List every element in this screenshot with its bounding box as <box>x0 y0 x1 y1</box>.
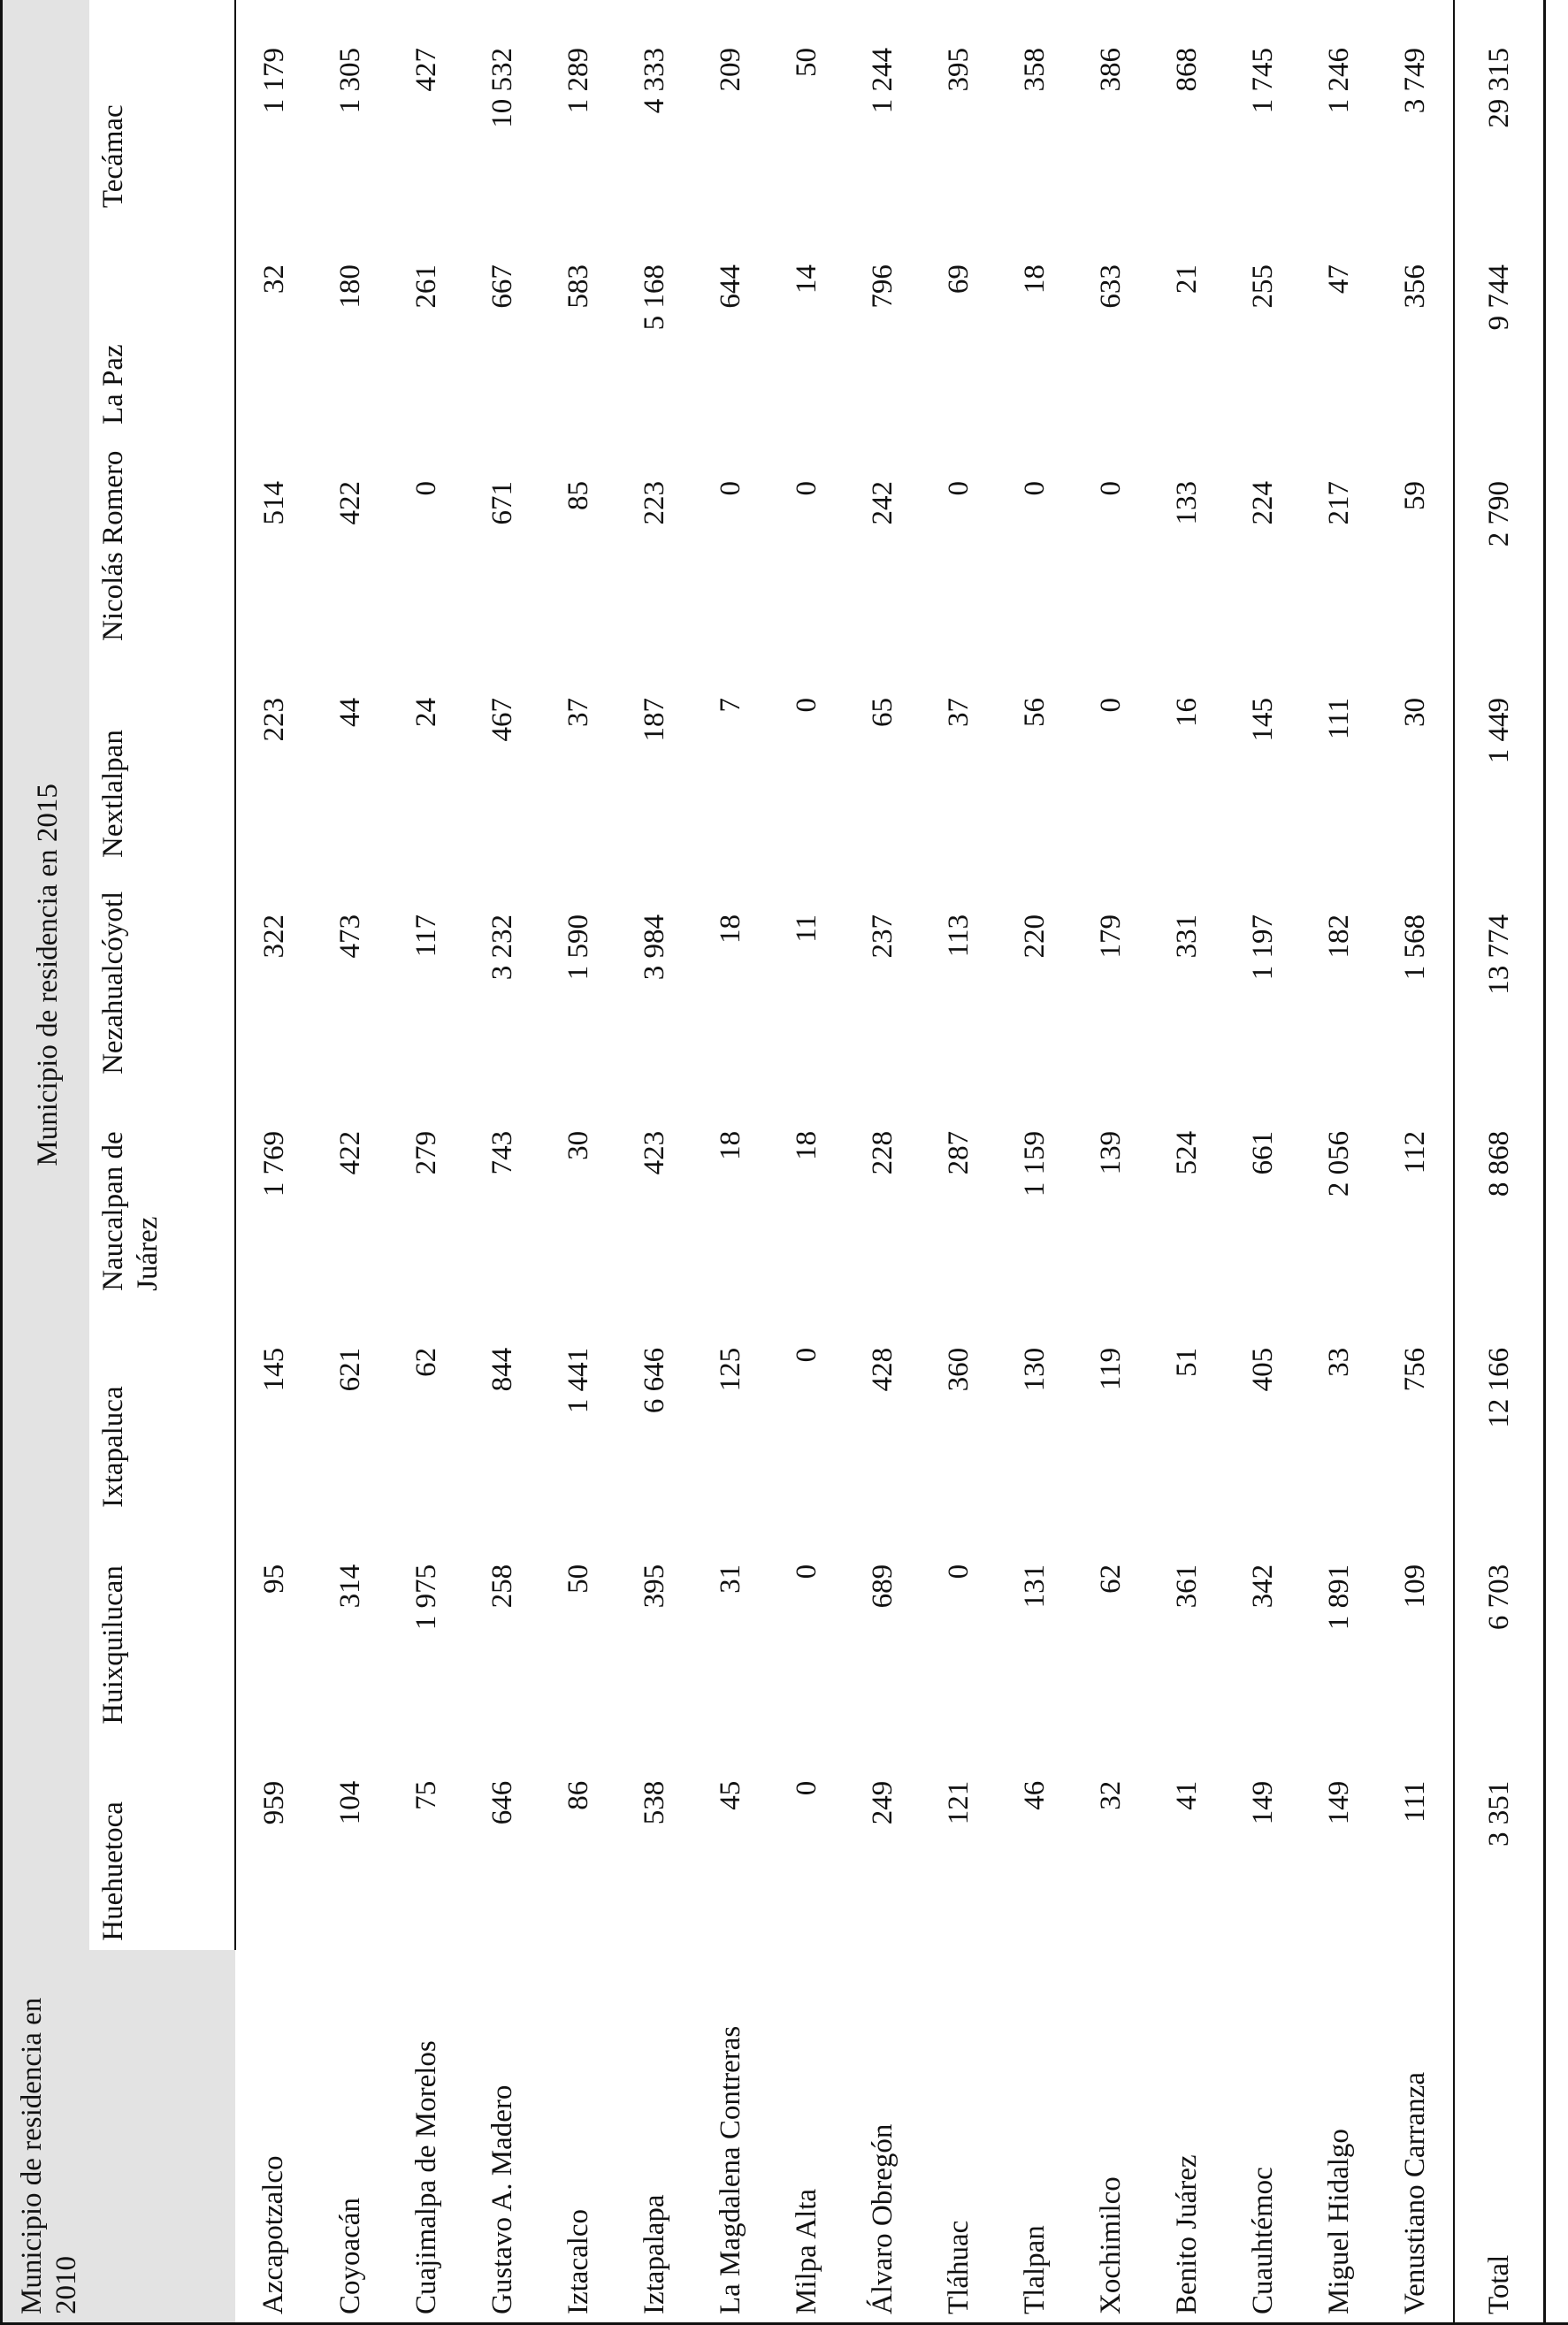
table-cell: 32 <box>257 264 290 294</box>
table-cell: 32 <box>1094 1780 1127 1810</box>
table-cell: 342 <box>1246 1564 1279 1609</box>
table-cell: 16 <box>1170 698 1203 727</box>
table-cell: 228 <box>866 1130 899 1175</box>
table-cell: 796 <box>866 264 899 309</box>
table-cell: 31 <box>714 1564 746 1594</box>
table-cell: 145 <box>257 1347 290 1392</box>
row-label: Cuauhtémoc <box>1246 2167 1279 2314</box>
table-cell: 11 <box>790 914 822 943</box>
row-label: Gustavo A. Madero <box>486 2084 518 2314</box>
table-cell: 356 <box>1398 264 1431 309</box>
table-cell: 386 <box>1094 48 1127 92</box>
table-cell: 331 <box>1170 914 1203 959</box>
table-cell: 121 <box>942 1780 975 1825</box>
table-cell: 37 <box>562 698 594 727</box>
table-cell: 261 <box>409 264 442 309</box>
row-label: Tláhuac <box>942 2220 975 2314</box>
table-cell: 427 <box>409 48 442 92</box>
table-cell: 405 <box>1246 1347 1279 1392</box>
column-header: Naucalpan de Juárez <box>89 1083 235 1300</box>
table-cell: 59 <box>1398 481 1431 511</box>
table-row <box>540 0 616 2325</box>
table-cell: 314 <box>333 1564 366 1609</box>
total-cell: 29 315 <box>1454 0 1545 217</box>
table-cell: 646 <box>486 1780 518 1825</box>
total-cell: 8 868 <box>1454 1083 1545 1300</box>
table-cell: 18 <box>714 914 746 944</box>
table-row <box>1225 0 1301 2325</box>
table-cell: 10 532 <box>486 48 518 128</box>
table-cell: 661 <box>1246 1130 1279 1175</box>
table-cell: 249 <box>866 1780 899 1825</box>
table-cell: 1 745 <box>1246 48 1279 114</box>
row-label: Álvaro Obregón <box>866 2123 899 2314</box>
row-label: Iztacalco <box>562 2208 594 2314</box>
table-cell: 1 441 <box>562 1347 594 1414</box>
table-cell: 50 <box>790 48 822 77</box>
table-cell: 0 <box>790 1347 822 1363</box>
table-cell: 255 <box>1246 264 1279 309</box>
row-header-2010: Municipio de residencia en 2010 <box>2 1950 236 2325</box>
table-cell: 1 197 <box>1246 914 1279 981</box>
table-cell: 1 590 <box>562 914 594 981</box>
column-header: La Paz <box>89 217 235 433</box>
table-cell: 514 <box>257 481 290 525</box>
table-cell: 0 <box>790 698 822 713</box>
table-cell: 113 <box>942 914 975 958</box>
table-cell: 743 <box>486 1130 518 1175</box>
table-cell: 119 <box>1094 1347 1127 1391</box>
table-cell: 223 <box>257 698 290 742</box>
table-cell: 0 <box>1018 481 1051 496</box>
column-header: Tecámac <box>89 0 235 217</box>
table-cell: 18 <box>790 1130 822 1160</box>
table-row <box>1301 0 1377 2325</box>
table-cell: 125 <box>714 1347 746 1392</box>
table-cell: 47 <box>1322 264 1355 294</box>
total-row <box>1454 0 1545 2325</box>
row-label: Miguel Hidalgo <box>1322 2129 1355 2314</box>
table-cell: 18 <box>714 1130 746 1160</box>
row-label: La Magdalena Contreras <box>714 2025 746 2314</box>
total-cell: 1 449 <box>1454 650 1545 867</box>
table-cell: 109 <box>1398 1564 1431 1609</box>
table-cell: 0 <box>1094 481 1127 496</box>
table-cell: 360 <box>942 1347 975 1392</box>
table-cell: 667 <box>486 264 518 309</box>
total-label: Total <box>1454 1950 1545 2325</box>
table-cell: 5 168 <box>638 264 670 331</box>
table-cell: 130 <box>1018 1347 1051 1392</box>
row-label: Xochimilco <box>1094 2176 1127 2314</box>
table-cell: 6 646 <box>638 1347 670 1414</box>
table-cell: 187 <box>638 698 670 742</box>
table-row <box>1377 0 1454 2325</box>
table-cell: 0 <box>790 481 822 496</box>
column-header: Nezahualcóyotl <box>89 867 235 1083</box>
table-cell: 473 <box>333 914 366 959</box>
table-cell: 395 <box>638 1564 670 1609</box>
table-cell: 182 <box>1322 914 1355 959</box>
table-cell: 671 <box>486 481 518 525</box>
table-cell: 85 <box>562 481 594 511</box>
table-cell: 62 <box>1094 1564 1127 1594</box>
table-cell: 621 <box>333 1347 366 1392</box>
table-cell: 358 <box>1018 48 1051 92</box>
table-cell: 111 <box>1398 1780 1431 1823</box>
table-cell: 4 333 <box>638 48 670 114</box>
table-cell: 37 <box>942 698 975 727</box>
table-cell: 139 <box>1094 1130 1127 1175</box>
table-cell: 30 <box>562 1130 594 1160</box>
table-cell: 756 <box>1398 1347 1431 1392</box>
table-cell: 0 <box>409 481 442 496</box>
row-label: Tlalpan <box>1018 2225 1051 2314</box>
table-row <box>921 0 997 2325</box>
table-cell: 689 <box>866 1564 899 1609</box>
table-cell: 86 <box>562 1780 594 1810</box>
table-cell: 279 <box>409 1130 442 1175</box>
table-cell: 1 305 <box>333 48 366 114</box>
table-cell: 1 244 <box>866 48 899 114</box>
table-cell: 21 <box>1170 264 1203 294</box>
table-cell: 1 289 <box>562 48 594 114</box>
table-cell: 583 <box>562 264 594 309</box>
table-cell: 131 <box>1018 1564 1051 1609</box>
table-cell: 14 <box>790 264 822 294</box>
table-cell: 51 <box>1170 1347 1203 1377</box>
table-cell: 1 568 <box>1398 914 1431 981</box>
table-cell: 2 056 <box>1322 1130 1355 1197</box>
table-cell: 44 <box>333 698 366 727</box>
table-cell: 104 <box>333 1780 366 1825</box>
table-cell: 209 <box>714 48 746 92</box>
table-cell: 46 <box>1018 1780 1051 1810</box>
table-cell: 69 <box>942 264 975 294</box>
table-cell: 224 <box>1246 481 1279 525</box>
row-label: Coyoacán <box>333 2198 366 2314</box>
table-cell: 644 <box>714 264 746 309</box>
total-cell: 2 790 <box>1454 433 1545 650</box>
table-cell: 237 <box>866 914 899 959</box>
table-cell: 1 891 <box>1322 1564 1355 1631</box>
row-label: Azcapotzalco <box>257 2155 290 2314</box>
table-cell: 3 984 <box>638 914 670 981</box>
table-cell: 0 <box>790 1564 822 1579</box>
table-cell: 117 <box>409 914 442 958</box>
table-cell: 111 <box>1322 698 1355 740</box>
table-cell: 18 <box>1018 264 1051 294</box>
row-label: Cuajimalpa de Morelos <box>409 2040 442 2314</box>
table-cell: 0 <box>942 481 975 496</box>
table-cell: 423 <box>638 1130 670 1175</box>
table-cell: 62 <box>409 1347 442 1377</box>
table-cell: 180 <box>333 264 366 309</box>
total-cell: 9 744 <box>1454 217 1545 433</box>
table-cell: 65 <box>866 698 899 727</box>
table-cell: 1 975 <box>409 1564 442 1631</box>
table-cell: 361 <box>1170 1564 1203 1609</box>
table-cell: 33 <box>1322 1347 1355 1377</box>
table-cell: 242 <box>866 481 899 525</box>
table-cell: 322 <box>257 914 290 959</box>
column-header: Ixtapaluca <box>89 1300 235 1517</box>
table-row <box>464 0 540 2325</box>
table-cell: 56 <box>1018 698 1051 727</box>
table-row <box>235 0 312 2325</box>
table-cell: 0 <box>714 481 746 496</box>
table-cell: 395 <box>942 48 975 92</box>
table-cell: 220 <box>1018 914 1051 959</box>
table-cell: 41 <box>1170 1780 1203 1810</box>
group-header-2015: Municipio de residencia en 2015 <box>2 0 90 1950</box>
table-cell: 30 <box>1398 698 1431 727</box>
total-cell: 3 351 <box>1454 1733 1545 1950</box>
table-cell: 145 <box>1246 698 1279 742</box>
total-cell: 12 166 <box>1454 1300 1545 1517</box>
table-cell: 149 <box>1322 1780 1355 1825</box>
table-row <box>1149 0 1225 2325</box>
table-cell: 633 <box>1094 264 1127 309</box>
table-row <box>692 0 769 2325</box>
table-cell: 75 <box>409 1780 442 1810</box>
table-cell: 0 <box>1094 698 1127 713</box>
table-cell: 524 <box>1170 1130 1203 1175</box>
table-row <box>769 0 845 2325</box>
row-label: Benito Juárez <box>1170 2154 1203 2314</box>
table-cell: 422 <box>333 481 366 525</box>
table-cell: 868 <box>1170 48 1203 92</box>
table-cell: 467 <box>486 698 518 742</box>
table-cell: 3 749 <box>1398 48 1431 114</box>
table-cell: 0 <box>790 1780 822 1796</box>
table-cell: 0 <box>942 1564 975 1579</box>
table-cell: 844 <box>486 1347 518 1392</box>
table-cell: 7 <box>714 698 746 713</box>
table-body <box>235 0 1454 2325</box>
total-cell: 13 774 <box>1454 867 1545 1083</box>
column-header: Nextlalpan <box>89 650 235 867</box>
table-cell: 258 <box>486 1564 518 1609</box>
row-label: Venustiano Carranza <box>1398 2072 1431 2314</box>
table-cell: 24 <box>409 698 442 727</box>
table-cell: 428 <box>866 1347 899 1392</box>
table-row <box>997 0 1073 2325</box>
table-row <box>312 0 388 2325</box>
table-cell: 223 <box>638 481 670 525</box>
table-cell: 217 <box>1322 481 1355 525</box>
column-header: Huixquilucan <box>89 1517 235 1733</box>
table-cell: 133 <box>1170 481 1203 525</box>
table-cell: 95 <box>257 1564 290 1594</box>
table-cell: 3 232 <box>486 914 518 981</box>
table-row <box>616 0 692 2325</box>
table-cell: 1 159 <box>1018 1130 1051 1197</box>
table-cell: 959 <box>257 1780 290 1825</box>
total-cell: 6 703 <box>1454 1517 1545 1733</box>
table-cell: 422 <box>333 1130 366 1175</box>
table-cell: 1 769 <box>257 1130 290 1197</box>
table-cell: 1 246 <box>1322 48 1355 114</box>
table-cell: 50 <box>562 1564 594 1594</box>
column-header: Huehuetoca <box>89 1733 235 1950</box>
row-label: Milpa Alta <box>790 2188 822 2314</box>
table-cell: 149 <box>1246 1780 1279 1825</box>
table-cell: 538 <box>638 1780 670 1825</box>
table-row <box>388 0 464 2325</box>
table-cell: 179 <box>1094 914 1127 959</box>
column-header: Nicolás Romero <box>89 433 235 650</box>
table-cell: 287 <box>942 1130 975 1175</box>
table-row <box>845 0 921 2325</box>
table-row <box>1073 0 1149 2325</box>
table-cell: 45 <box>714 1780 746 1810</box>
table-cell: 1 179 <box>257 48 290 114</box>
table-cell: 112 <box>1398 1130 1431 1174</box>
row-label: Iztapalapa <box>638 2194 670 2314</box>
